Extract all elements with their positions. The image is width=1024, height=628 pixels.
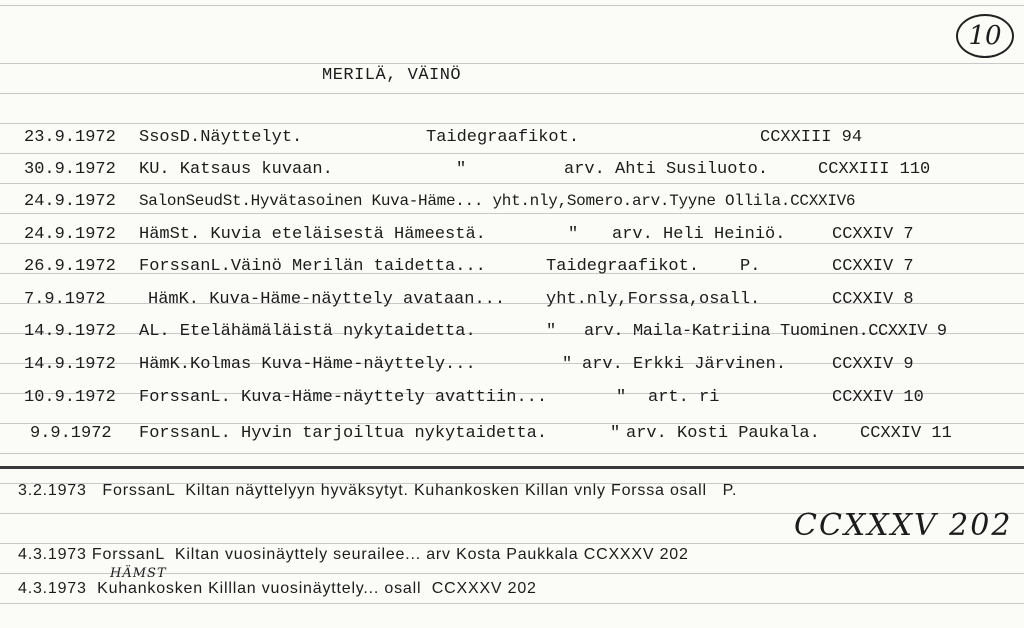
entry-row <box>0 160 1024 186</box>
entry-date: 23.9.1972 <box>24 128 116 147</box>
entry-reference: CCXXIV 11 <box>860 424 952 443</box>
entry-date: 9.9.1972 <box>30 424 112 443</box>
entry-category: Taidegraafikot. <box>426 128 580 147</box>
page-number-circle: 10 <box>956 14 1014 58</box>
entry-text: SsosD.Näyttelyt. <box>139 128 303 147</box>
entry-note: arv. Ahti Susiluoto. <box>564 160 769 179</box>
entry-ditto: " <box>568 225 579 244</box>
lower-entry: 3.2.1973 ForssanL Kiltan näyttelyyn hyväksytyt. Kuhankosken Killan vnly Forssa osall P. <box>18 482 738 499</box>
entry-text: HämK. Kuva-Häme-näyttely avataan... <box>148 290 506 309</box>
entry-reference: CCXXIV 10 <box>832 388 924 407</box>
entry-date: 14.9.1972 <box>24 355 116 374</box>
entry-note: art. ri <box>648 388 720 407</box>
entry-date: 14.9.1972 <box>24 322 116 341</box>
lower-entry: 4.3.1973 ForssanL Kiltan vuosinäyttely seurailee... arv Kosta Paukkala CCXXXV 202 <box>18 546 689 563</box>
entry-ditto: " <box>546 322 557 341</box>
entry-date: 24.9.1972 <box>24 225 116 244</box>
entry-ditto: " <box>610 424 621 443</box>
entry-row <box>0 388 1024 414</box>
entry-reference: CCXXIV 7 <box>832 257 914 276</box>
entry-text: SalonSeudSt.Hyvätasoinen Kuva-Häme... yht.nly,Somero.arv.Tyyne Ollila.CCXXIV6 <box>139 192 856 210</box>
entry-ditto: " <box>616 388 627 407</box>
lower-entry: 4.3.1973 Kuhankosken Killlan vuosinäyttely... osall CCXXXV 202 <box>18 580 537 597</box>
entry-text: ForssanL. Kuva-Häme-näyttely avattiin... <box>139 388 548 407</box>
entry-date: 7.9.1972 <box>24 290 106 309</box>
entry-text: AL. Etelähämäläistä nykytaidetta. <box>139 322 476 341</box>
section-divider <box>0 466 1024 469</box>
entry-note: P. <box>740 257 761 276</box>
entry-row <box>0 192 1024 218</box>
entry-reference: CCXXIII 110 <box>818 160 931 179</box>
entry-date: 10.9.1972 <box>24 388 116 407</box>
entry-row <box>0 424 1024 450</box>
entry-category: Taidegraafikot. <box>546 257 700 276</box>
entry-text: KU. Katsaus kuvaan. <box>139 160 333 179</box>
entry-date: 30.9.1972 <box>24 160 116 179</box>
entry-note: arv. Heli Heiniö. <box>612 225 786 244</box>
entry-category: yht.nly,Forssa,osall. <box>546 290 761 309</box>
entry-row <box>0 322 1024 348</box>
entry-note: arv. Kosti Paukala. <box>626 424 820 443</box>
entry-row <box>0 290 1024 316</box>
entry-row <box>0 128 1024 154</box>
entry-text: HämSt. Kuvia eteläisestä Hämeestä. <box>139 225 486 244</box>
entry-reference: CCXXIV 8 <box>832 290 914 309</box>
entry-reference: CCXXIV 7 <box>832 225 914 244</box>
entry-text: HämK.Kolmas Kuva-Häme-näyttely... <box>139 355 476 374</box>
entry-note: arv. Erkki Järvinen. <box>582 355 787 374</box>
entry-ditto: " <box>456 160 467 179</box>
entry-reference: CCXXIV 9 <box>832 355 914 374</box>
entry-date: 26.9.1972 <box>24 257 116 276</box>
handwritten-note: HÄMST <box>110 566 167 581</box>
entry-row <box>0 225 1024 251</box>
entry-text: ForssanL.Väinö Merilän taidetta... <box>139 257 486 276</box>
card-title: MERILÄ, VÄINÖ <box>322 66 462 85</box>
entry-date: 24.9.1972 <box>24 192 116 211</box>
entry-row <box>0 257 1024 283</box>
entry-note: arv. Maila-Katriina Tuominen.CCXXIV 9 <box>584 322 947 341</box>
handwritten-reference: CCXXXV 202 <box>794 508 1013 543</box>
entry-ditto: " <box>562 355 573 374</box>
entry-reference: CCXXIII 94 <box>760 128 863 147</box>
entry-text: ForssanL. Hyvin tarjoiltua nykytaidetta. <box>139 424 548 443</box>
entry-row <box>0 355 1024 381</box>
